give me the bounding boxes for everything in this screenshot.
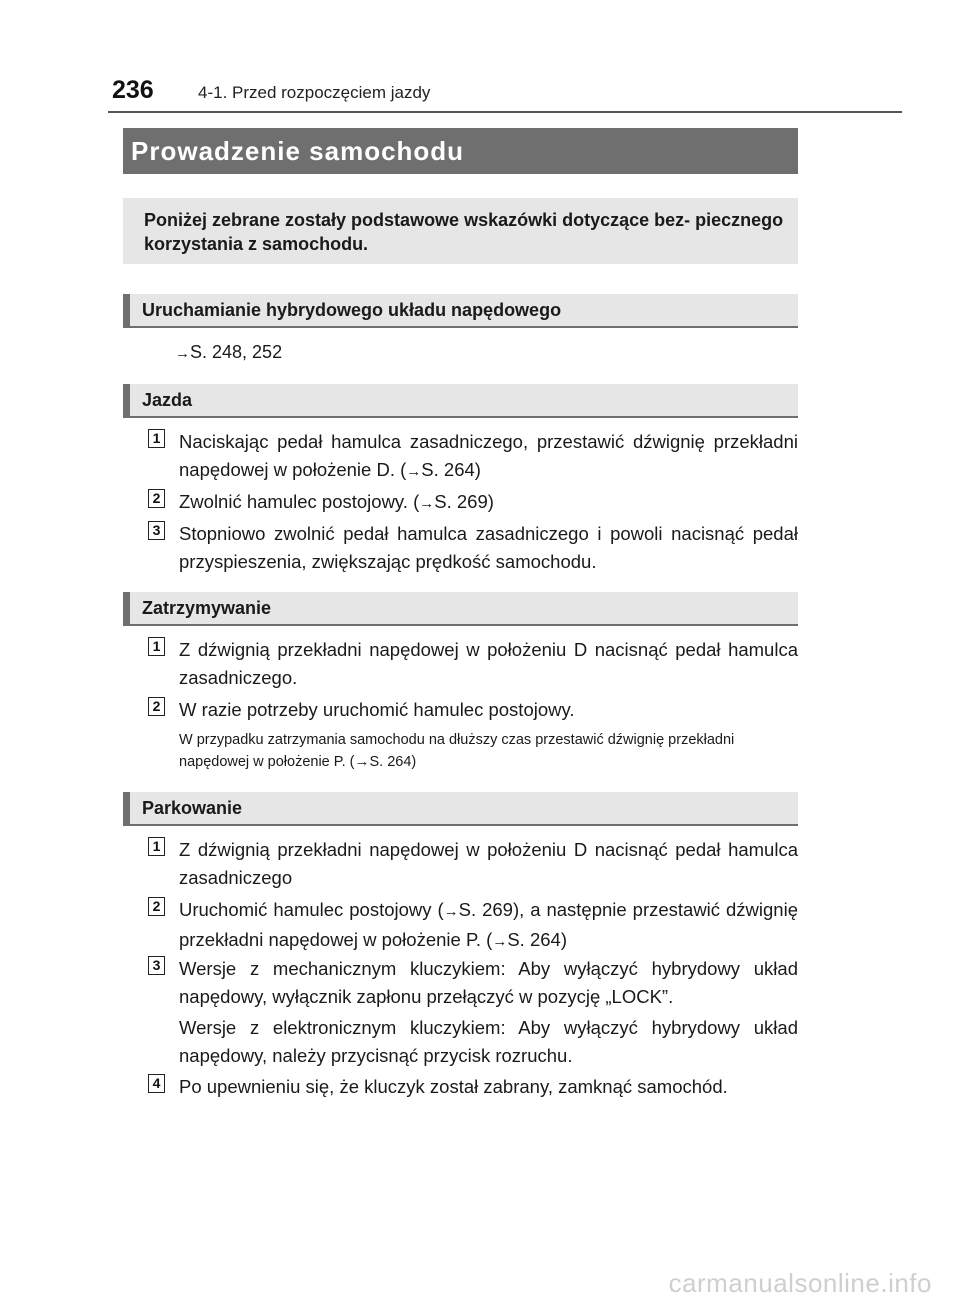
subheading-label: Parkowanie (142, 798, 243, 818)
driving-step-1 (148, 428, 798, 486)
section-path: 4-1. Przed rozpoczęciem jazdy (198, 83, 431, 102)
arrow-icon: → (406, 463, 422, 480)
subheading-label: Uruchamianie hybrydowego układu napędowego (142, 300, 562, 320)
parking-step-2 (148, 896, 798, 956)
step-text: Z dźwignią przekładni napędowej w położeniu D nacisnąć pedał hamulca zasadniczego. (179, 639, 798, 688)
step-text: Naciskając pedał hamulca zasadniczego, przestawić dźwignię przekładni napędowej w położenie D. (→S. 264) (179, 431, 798, 480)
reference-text: S. 248, 252 (190, 342, 283, 362)
parking-extra-paragraph: Wersje z elektronicznym kluczykiem: Aby wyłączyć hybrydowy układ napędowy, należy przycisnąć przycisk rozruchu. (179, 1017, 798, 1066)
step-number: 2 (148, 697, 165, 716)
header-rule (108, 111, 902, 113)
arrow-icon: → (354, 753, 370, 770)
intro-text: Poniżej zebrane zostały podstawowe wskazówki dotyczące bez- piecznego korzystania z samochodu. (144, 210, 784, 254)
step-text: W razie potrzeby uruchomić hamulec postojowy. (179, 699, 575, 720)
subheading-driving (123, 384, 798, 418)
step-number: 4 (148, 1074, 165, 1093)
subheading-bar (123, 592, 130, 624)
step-text: Po upewnieniu się, że kluczyk został zabrany, zamknąć samochód. (179, 1076, 728, 1097)
subheading-bar (123, 384, 130, 416)
subheading-bar (123, 294, 130, 326)
step-text: Zwolnić hamulec postojowy. (→S. 269) (179, 491, 494, 512)
arrow-icon: → (175, 345, 190, 362)
subheading-label: Zatrzymywanie (142, 598, 272, 618)
arrow-icon: → (419, 495, 435, 512)
stopping-step-1 (148, 636, 798, 692)
driving-step-3 (148, 520, 798, 576)
arrow-icon: → (443, 903, 459, 920)
page-title: Prowadzenie samochodu (131, 136, 465, 166)
arrow-icon: → (492, 933, 508, 950)
step-number: 3 (148, 956, 165, 975)
step-number: 1 (148, 637, 165, 656)
step-text: Stopniowo zwolnić pedał hamulca zasadniczego i powoli nacisnąć pedał przyspieszenia, zwiększając prędkość samochodu. (179, 523, 798, 572)
page-number: 236 (112, 76, 154, 104)
subheading-bar (123, 792, 130, 824)
parking-step-1 (148, 836, 798, 892)
step-number: 3 (148, 521, 165, 540)
step-number: 2 (148, 897, 165, 916)
step-number: 1 (148, 429, 165, 448)
subheading-parking (123, 792, 798, 826)
step-text: Wersje z mechanicznym kluczykiem: Aby wyłączyć hybrydowy układ napędowy, wyłącznik zapłonu przełączyć w pozycję „LOCK”. (179, 958, 798, 1007)
driving-step-2 (148, 488, 798, 518)
watermark: carmanualsonline.info (668, 1268, 932, 1298)
step-text: Uruchomić hamulec postojowy (→S. 269), a następnie przestawić dźwignię przekładni napędowej w położenie P. (→S. 264) (179, 899, 798, 950)
subheading-label: Jazda (142, 390, 193, 410)
subheading-start (123, 294, 798, 328)
parking-step-4 (148, 1073, 798, 1101)
subheading-stopping (123, 592, 798, 626)
start-reference (175, 342, 282, 363)
step-number: 2 (148, 489, 165, 508)
step-number: 1 (148, 837, 165, 856)
stopping-step-2 (148, 696, 798, 724)
parking-step-3 (148, 955, 798, 1011)
step-text: Z dźwignią przekładni napędowej w położeniu D nacisnąć pedał hamulca zasadniczego (179, 839, 798, 888)
stopping-note: W przypadku zatrzymania samochodu na dłuższy czas przestawić dźwignię przekładni napędowej w położenie P. (→S. 264) (179, 732, 735, 770)
